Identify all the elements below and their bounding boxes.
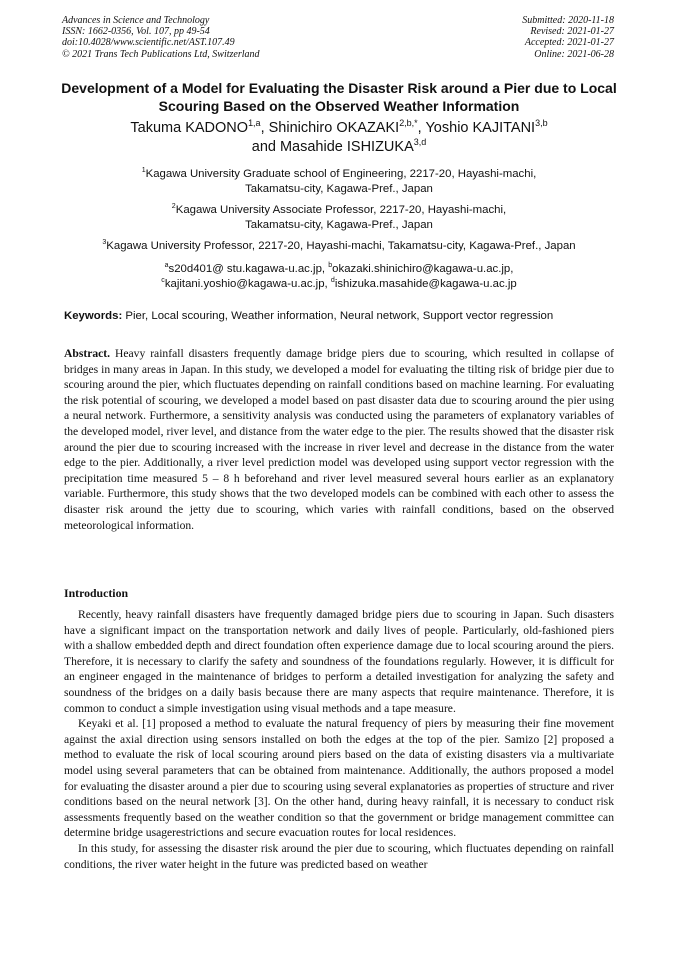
- abstract-text: Heavy rainfall disasters frequently damage bridge piers due to scouring, which resulted in collapse of bridges in many areas in Japan. In this study, we developed a model for evaluating the tilting risk of bridge pier due to scouring around the pier, which fluctuates depending on rainfall conditions based on machine learning. For evaluating the risk potential of scouring, we developed a model based on past disaster data due to scouring around the pier using a neural network. Furthermore, a sensitivity analysis was conducted using the parameters of explanatory variables of the developed model, river level, and distance from the water edge to the pier. The results showed that the disaster risk around the pier due to scouring increased with the increase in river level and decrease in the distance from the water edge to the pier. Additionally, a river level prediction model was developed using support vector regression with the precipitation time measured 5 – 8 h beforehand and river level measured several hours earlier as an explanatory variable. Furthermore, this study shows that the two developed models can be combined with each other to assess the disaster risk around the jetty due to scouring, which varies with rainfall conditions, based on the observed meteorological information.: [64, 347, 614, 532]
- author-affil-sup: 1,a: [248, 118, 261, 129]
- keywords: [64, 309, 624, 324]
- email-sup: a: [164, 262, 169, 270]
- accepted-date: Accepted: 2021-01-27: [524, 37, 614, 49]
- publication-dates: [522, 15, 614, 60]
- email-sup: b: [328, 262, 333, 270]
- author-emails: [40, 262, 638, 292]
- author-name: and Masahide ISHIZUKA: [251, 139, 414, 155]
- email-link[interactable]: ishizuka.masahide@kagawa-u.ac.jp: [334, 278, 517, 290]
- email-link[interactable]: okazaki.shinichiro@kagawa-u.ac.jp,: [332, 263, 514, 275]
- author-affil-sup: 3,b: [535, 118, 548, 129]
- copyright-line: © 2021 Trans Tech Publications Ltd, Switzerland: [62, 48, 260, 60]
- issn-line: ISSN: 1662-0356, Vol. 107, pp 49-54: [62, 26, 210, 38]
- body-paragraph: Keyaki et al. [1] proposed a method to evaluate the natural frequency of piers by measuring their fine movement against the axial direction using sensors installed on both the edges at the top of the pier. Samizo [2] proposed a method to evaluate the risk of local scouring around piers based on the data of existing disasters via a multivariate model using several parameters that can be obtained from maintenance. Additionally, the authors proposed a model for evaluating the disaster around a pier due to scouring using several explanatories as properties of structure and river conditions based on the neural network [3]. On the other hand, during heavy rainfall, it is necessary to conduct risk assessments frequently based on the weather condition so that the government or bridge management committee can determine bridge usagerestrictions and secure evacuation routes for local residences.: [64, 717, 614, 840]
- affiliation-text: Kagawa University Graduate school of Engineering, 2217-20, Hayashi-machi,: [145, 168, 537, 180]
- affiliation-sup: 2: [171, 203, 176, 211]
- affiliation-sup: 3: [102, 239, 107, 247]
- abstract: [64, 346, 614, 533]
- affiliation-text: Kagawa University Professor, 2217-20, Hayashi-machi, Takamatsu-city, Kagawa-Pref., Japan: [106, 240, 576, 252]
- body-paragraph: In this study, for assessing the disaster risk around the pier due to scouring, which fluctuates depending on rainfall conditions, the river water height in the future was predicted based on weather: [64, 841, 614, 871]
- revised-date: Revised: 2021-01-27: [530, 26, 614, 38]
- author-affil-sup: 3,d: [413, 137, 427, 148]
- affiliation-text: Takamatsu-city, Kagawa-Pref., Japan: [245, 219, 433, 231]
- introduction-body: [64, 607, 614, 872]
- submitted-date: Submitted: 2020-11-18: [522, 15, 614, 26]
- online-date: Online: 2021-06-28: [534, 48, 614, 60]
- email-sup: c: [161, 277, 165, 285]
- email-link[interactable]: kajitani.yoshio@kagawa-u.ac.jp,: [164, 278, 328, 290]
- journal-info: [62, 15, 260, 60]
- section-heading-introduction: Introduction: [64, 586, 129, 600]
- affiliation-text: Kagawa University Associate Professor, 2217-20, Hayashi-machi,: [175, 204, 507, 216]
- author-name: Shinichiro OKAZAKI: [268, 120, 400, 136]
- author-list: [40, 119, 638, 157]
- keywords-label: Keywords:: [64, 310, 123, 322]
- affiliation-text: Takamatsu-city, Kagawa-Pref., Japan: [245, 183, 433, 195]
- author-name: Yoshio KAJITANI: [425, 120, 536, 136]
- affiliation-3: [40, 239, 638, 254]
- paper-title: Development of a Model for Evaluating the Disaster Risk around a Pier due to Local Scouring Based on the Observed Weather Information: [61, 80, 617, 114]
- body-paragraph: Recently, heavy rainfall disasters have frequently damaged bridge piers due to scouring in Japan. Such disasters have a significant impact on the transportation network and daily lives of people. Particularly, old-fashioned piers with a shallow embedded depth and direct foundation often experience damage due to local scouring around the piers. Therefore, it is necessary to clarify the safety and soundness of the foundations regularly. However, it is difficult for an engineer engaged in the maintenance of bridges to perform a detailed investigation for analyzing the safety and soundness of the bridges on a daily basis because there are many aspects that require maintenance. Therefore, it is common to conduct a simple investigation using visual methods and a tape measure.: [64, 608, 614, 715]
- doi-line[interactable]: doi:10.4028/www.scientific.net/AST.107.49: [62, 37, 235, 49]
- affiliation-1: [40, 167, 638, 197]
- author-name: Takuma KADONO: [130, 120, 249, 136]
- keywords-text: Pier, Local scouring, Weather information, Neural network, Support vector regression: [125, 310, 554, 322]
- affiliation-2: [40, 203, 638, 233]
- email-link[interactable]: s20d401@ stu.kagawa-u.ac.jp,: [168, 263, 326, 275]
- abstract-label: Abstract.: [64, 347, 111, 360]
- affiliation-sup: 1: [141, 167, 146, 175]
- journal-name: Advances in Science and Technology: [62, 15, 210, 26]
- email-sup: d: [330, 277, 335, 285]
- author-affil-sup: 2,b,*: [399, 118, 418, 129]
- author-line-2: [40, 138, 638, 157]
- author-line-1: Takuma KADONO$^{1,a}$, Shinichiro $OKAZAKI^{2,b,*}$, Yoshio KAJITANI$^{3,b}$: [130, 118, 548, 136]
